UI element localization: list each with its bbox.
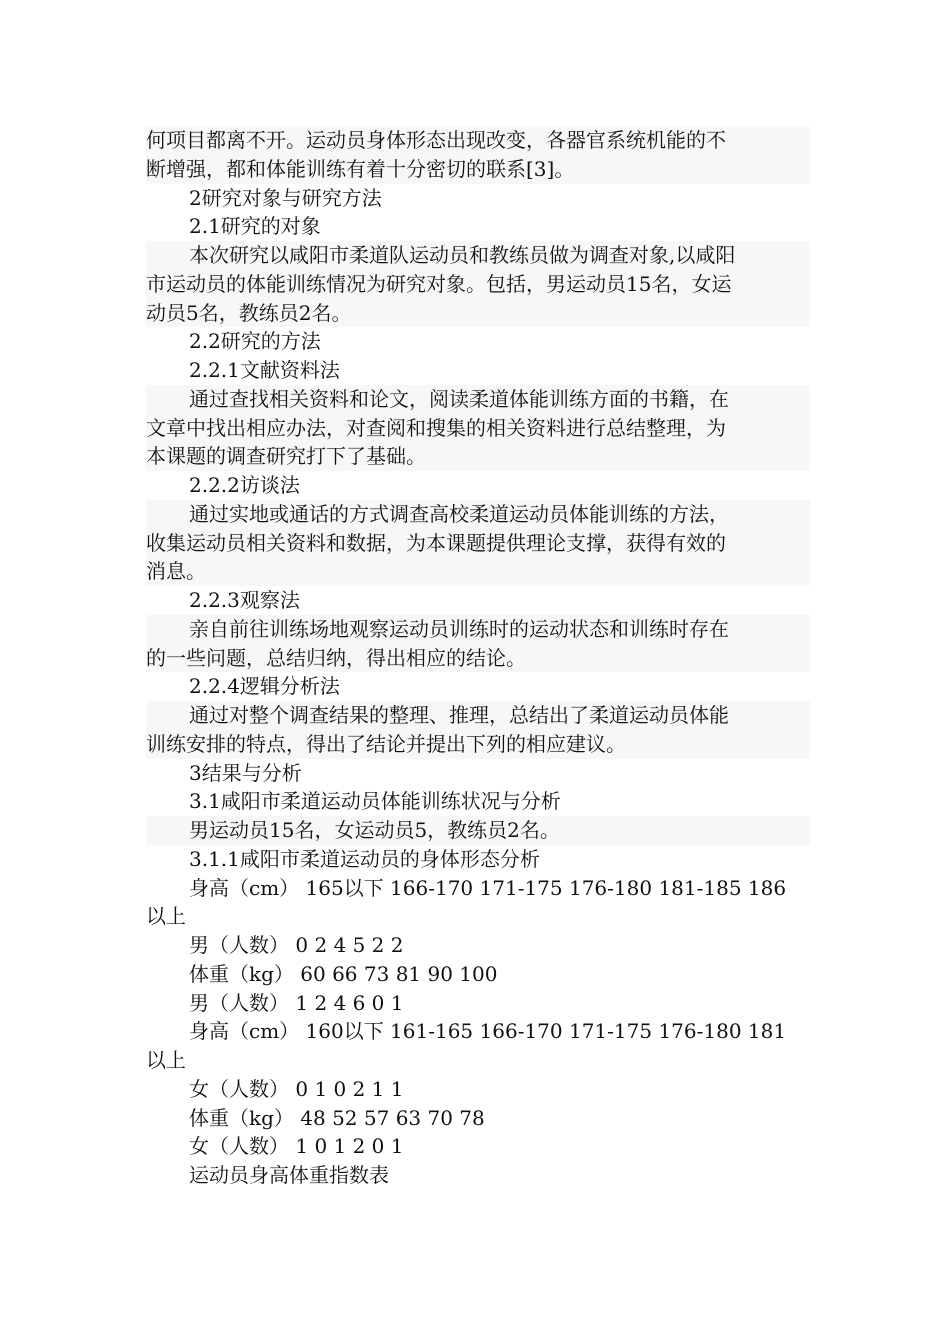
text-line: 亲自前往训练场地观察运动员训练时的运动状态和训练时存在 xyxy=(146,615,810,644)
section-heading: 2研究对象与研究方法 xyxy=(189,185,382,210)
text-line: 文章中找出相应办法，对查阅和搜集的相关资料进行总结整理，为 xyxy=(146,414,810,443)
text-line: 何项目都离不开。运动员身体形态出现改变，各器官系统机能的不 xyxy=(146,126,810,155)
table-row: 身高（cm） 165以下 166-170 171-175 176-180 181-185 186 xyxy=(189,875,787,900)
text-line: 训练安排的特点，得出了结论并提出下列的相应建议。 xyxy=(146,730,810,759)
section-heading: 2.2.4逻辑分析法 xyxy=(189,674,340,699)
text-line: 动员5名，教练员2名。 xyxy=(146,299,810,328)
text-line: 通过实地或通话的方式调查高校柔道运动员体能训练的方法， xyxy=(146,500,810,529)
section-heading: 2.2.1文献资料法 xyxy=(189,358,340,382)
section-heading: 2.2研究的方法 xyxy=(189,329,321,354)
section-heading: 2.2.2访谈法 xyxy=(189,473,300,497)
table-row: 体重（kg） 60 66 73 81 90 100 xyxy=(189,961,498,986)
table-row: 女（人数） 1 0 1 2 0 1 xyxy=(189,1134,404,1159)
section-heading: 3.1咸阳市柔道运动员体能训练状况与分析 xyxy=(189,789,561,814)
table-caption: 运动员身高体重指数表 xyxy=(189,1163,389,1187)
text-line: 本次研究以咸阳市柔道队运动员和教练员做为调查对象,以咸阳 xyxy=(146,241,810,270)
text-line: 通过查找相关资料和论文，阅读柔道体能训练方面的书籍，在 xyxy=(146,385,810,414)
table-row: 体重（kg） 48 52 57 63 70 78 xyxy=(189,1105,485,1130)
text-line: 市运动员的体能训练情况为研究对象。包括，男运动员15名，女运 xyxy=(146,270,810,299)
section-heading: 3结果与分析 xyxy=(189,760,302,785)
table-row: 以上 xyxy=(146,1048,186,1072)
text-line: 的一些问题，总结归纳，得出相应的结论。 xyxy=(146,644,810,673)
text-line: 本课题的调查研究打下了基础。 xyxy=(146,442,810,471)
text-line: 断增强，都和体能训练有着十分密切的联系[3]。 xyxy=(146,155,810,184)
section-heading: 2.2.3观察法 xyxy=(189,588,300,612)
table-row: 男（人数） 0 2 4 5 2 2 xyxy=(189,933,404,957)
section-heading: 2.1研究的对象 xyxy=(189,214,321,239)
table-row: 以上 xyxy=(146,904,186,929)
table-row: 男（人数） 1 2 4 6 0 1 xyxy=(189,990,404,1015)
text-line: 男运动员15名，女运动员5，教练员2名。 xyxy=(146,816,810,845)
text-line: 通过对整个调查结果的整理、推理，总结出了柔道运动员体能 xyxy=(146,701,810,730)
document-body xyxy=(146,126,810,1190)
text-line: 消息。 xyxy=(146,557,810,586)
table-row: 女（人数） 0 1 0 2 1 1 xyxy=(189,1076,404,1101)
table-row: 身高（cm） 160以下 161-165 166-170 171-175 176-180 181 xyxy=(189,1019,787,1044)
text-line: 收集运动员相关资料和数据，为本课题提供理论支撑，获得有效的 xyxy=(146,529,810,558)
section-heading: 3.1.1咸阳市柔道运动员的身体形态分析 xyxy=(189,846,540,871)
